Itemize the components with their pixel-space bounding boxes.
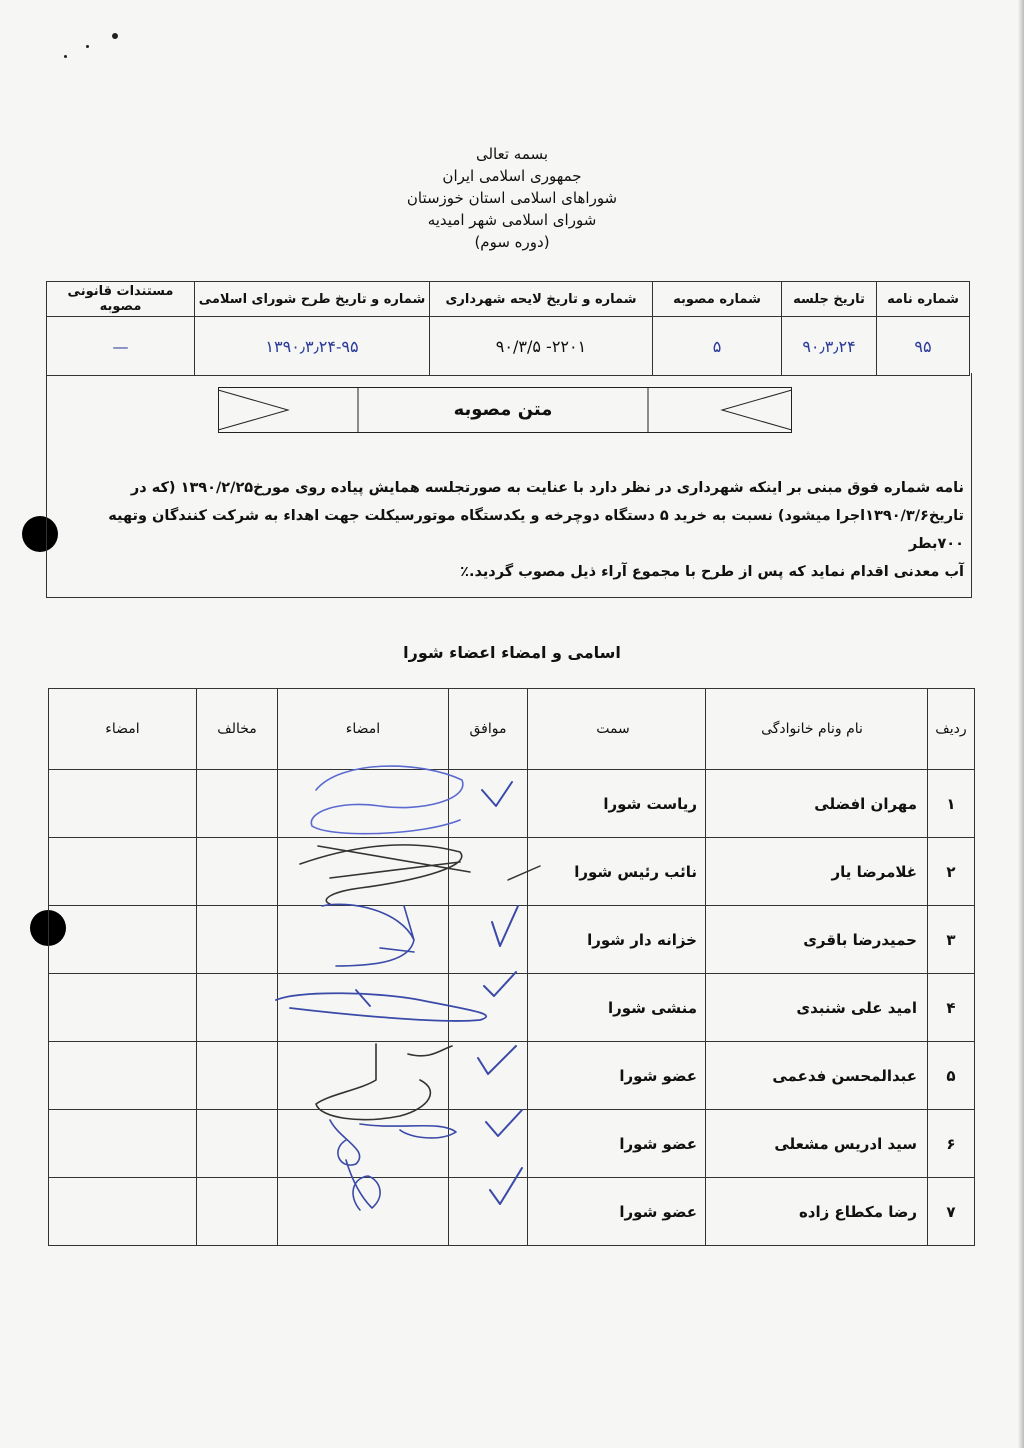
info-header-legal-basis: مستندات قانونی مصوبه xyxy=(47,282,195,317)
info-table xyxy=(46,281,970,376)
table-row xyxy=(49,1110,975,1178)
info-header-letter-number: شماره نامه xyxy=(877,282,970,317)
member-role: منشی شورا xyxy=(528,974,706,1042)
member-role: عضو شورا xyxy=(528,1110,706,1178)
scan-speck xyxy=(112,33,118,39)
members-header-row xyxy=(49,689,975,770)
info-header-session-date: تاریخ جلسه xyxy=(782,282,877,317)
member-signature-cell xyxy=(278,1042,449,1110)
table-row xyxy=(49,906,975,974)
header-province-councils: شوراهای اسلامی استان خوزستان xyxy=(406,189,618,207)
member-number: ۶ xyxy=(928,1110,975,1178)
scan-speck xyxy=(64,55,67,58)
member-role: نائب رئیس شورا xyxy=(528,838,706,906)
member-agree-cell xyxy=(449,838,528,906)
scan-speck xyxy=(86,45,89,48)
members-header-signature-2: امضاء xyxy=(49,689,197,770)
info-header-row xyxy=(47,282,970,317)
member-signature-2-cell xyxy=(49,906,197,974)
member-signature-2-cell xyxy=(49,1042,197,1110)
member-signature-2-cell xyxy=(49,1178,197,1246)
members-header-row-number: ردیف xyxy=(928,689,975,770)
resolution-line-1: نامه شماره فوق مبنی بر اینکه شهرداری در نظر دارد با عنایت به صورتجلسه همایش پیاده روی مورخ۱۳۹۰/۲/۲۵ (که در xyxy=(130,480,964,496)
info-legal-basis: — xyxy=(47,317,195,376)
member-signature-cell xyxy=(278,838,449,906)
table-row xyxy=(49,974,975,1042)
table-row xyxy=(49,838,975,906)
header-country: جمهوری اسلامی ایران xyxy=(442,167,582,185)
info-header-municipal-bill: شماره و تاریخ لایحه شهرداری xyxy=(430,282,653,317)
member-oppose-cell xyxy=(197,974,278,1042)
member-signature-2-cell xyxy=(49,770,197,838)
member-signature-2-cell xyxy=(49,1110,197,1178)
member-name: رضا مکطاع زاده xyxy=(706,1178,928,1246)
member-name: غلامرضا یار xyxy=(706,838,928,906)
member-name: امید علی شنبدی xyxy=(706,974,928,1042)
header-city-council: شورای اسلامی شهر امیدیه xyxy=(427,211,597,229)
member-role: عضو شورا xyxy=(528,1042,706,1110)
member-number: ۱ xyxy=(928,770,975,838)
member-signature-cell xyxy=(278,906,449,974)
info-council-plan: ۱۳۹۰٫۳٫۲۴-۹۵ xyxy=(195,317,430,376)
member-name: عبدالمحسن فدعمی xyxy=(706,1042,928,1110)
members-header-agree: موافق xyxy=(449,689,528,770)
resolution-title: متن مصوبه xyxy=(453,399,553,420)
member-signature-cell xyxy=(278,1178,449,1246)
info-session-date: ۹۰٫۳٫۲۴ xyxy=(782,317,877,376)
member-signature-2-cell xyxy=(49,974,197,1042)
letterhead xyxy=(0,143,1024,253)
member-signature-cell xyxy=(278,1110,449,1178)
member-name: حمیدرضا باقری xyxy=(706,906,928,974)
info-value-row xyxy=(47,317,970,376)
header-term: (دوره سوم) xyxy=(474,233,550,251)
info-resolution-number: ۵ xyxy=(653,317,782,376)
info-letter-number: ۹۵ xyxy=(877,317,970,376)
member-role: ریاست شورا xyxy=(528,770,706,838)
members-header-oppose: مخالف xyxy=(197,689,278,770)
resolution-line-3: آب معدنی اقدام نماید که پس از طرح با مجموع آراء ذیل مصوب گردید.٪ xyxy=(460,564,964,580)
info-header-council-plan: شماره و تاریخ طرح شورای اسلامی xyxy=(195,282,430,317)
table-row xyxy=(49,1042,975,1110)
info-municipal-bill: ۲۲۰۱- ۹۰/۳/۵ xyxy=(430,317,653,376)
member-role: عضو شورا xyxy=(528,1178,706,1246)
member-oppose-cell xyxy=(197,770,278,838)
member-oppose-cell xyxy=(197,906,278,974)
members-header-role: سمت xyxy=(528,689,706,770)
member-agree-cell xyxy=(449,974,528,1042)
resolution-line-2: تاریخ۱۳۹۰/۳/۶اجرا میشود) نسبت به خرید ۵ دستگاه دوچرخه و یکدستگاه موتورسیکلت جهت اهداء به شرکت کنندگان وتهیه ۷۰۰بطر xyxy=(108,508,964,552)
member-number: ۵ xyxy=(928,1042,975,1110)
resolution-text xyxy=(46,474,970,586)
member-name: سید ادریس مشعلی xyxy=(706,1110,928,1178)
member-number: ۴ xyxy=(928,974,975,1042)
header-basmala: بسمه تعالی xyxy=(475,145,549,163)
member-number: ۳ xyxy=(928,906,975,974)
member-agree-cell xyxy=(449,1178,528,1246)
member-oppose-cell xyxy=(197,838,278,906)
members-header-signature: امضاء xyxy=(278,689,449,770)
member-oppose-cell xyxy=(197,1110,278,1178)
member-agree-cell xyxy=(449,1110,528,1178)
member-name: مهران افضلی xyxy=(706,770,928,838)
info-header-resolution-number: شماره مصوبه xyxy=(653,282,782,317)
member-signature-cell xyxy=(278,974,449,1042)
member-oppose-cell xyxy=(197,1178,278,1246)
members-title: اسامی و امضاء اعضاء شورا xyxy=(403,643,621,662)
member-role: خزانه دار شورا xyxy=(528,906,706,974)
member-agree-cell xyxy=(449,770,528,838)
member-agree-cell xyxy=(449,1042,528,1110)
member-agree-cell xyxy=(449,906,528,974)
member-number: ۲ xyxy=(928,838,975,906)
member-signature-cell xyxy=(278,770,449,838)
member-number: ۷ xyxy=(928,1178,975,1246)
members-header-name: نام ونام خانوادگی xyxy=(706,689,928,770)
table-row xyxy=(49,770,975,838)
member-oppose-cell xyxy=(197,1042,278,1110)
table-row xyxy=(49,1178,975,1246)
members-table xyxy=(48,688,975,1246)
member-signature-2-cell xyxy=(49,838,197,906)
